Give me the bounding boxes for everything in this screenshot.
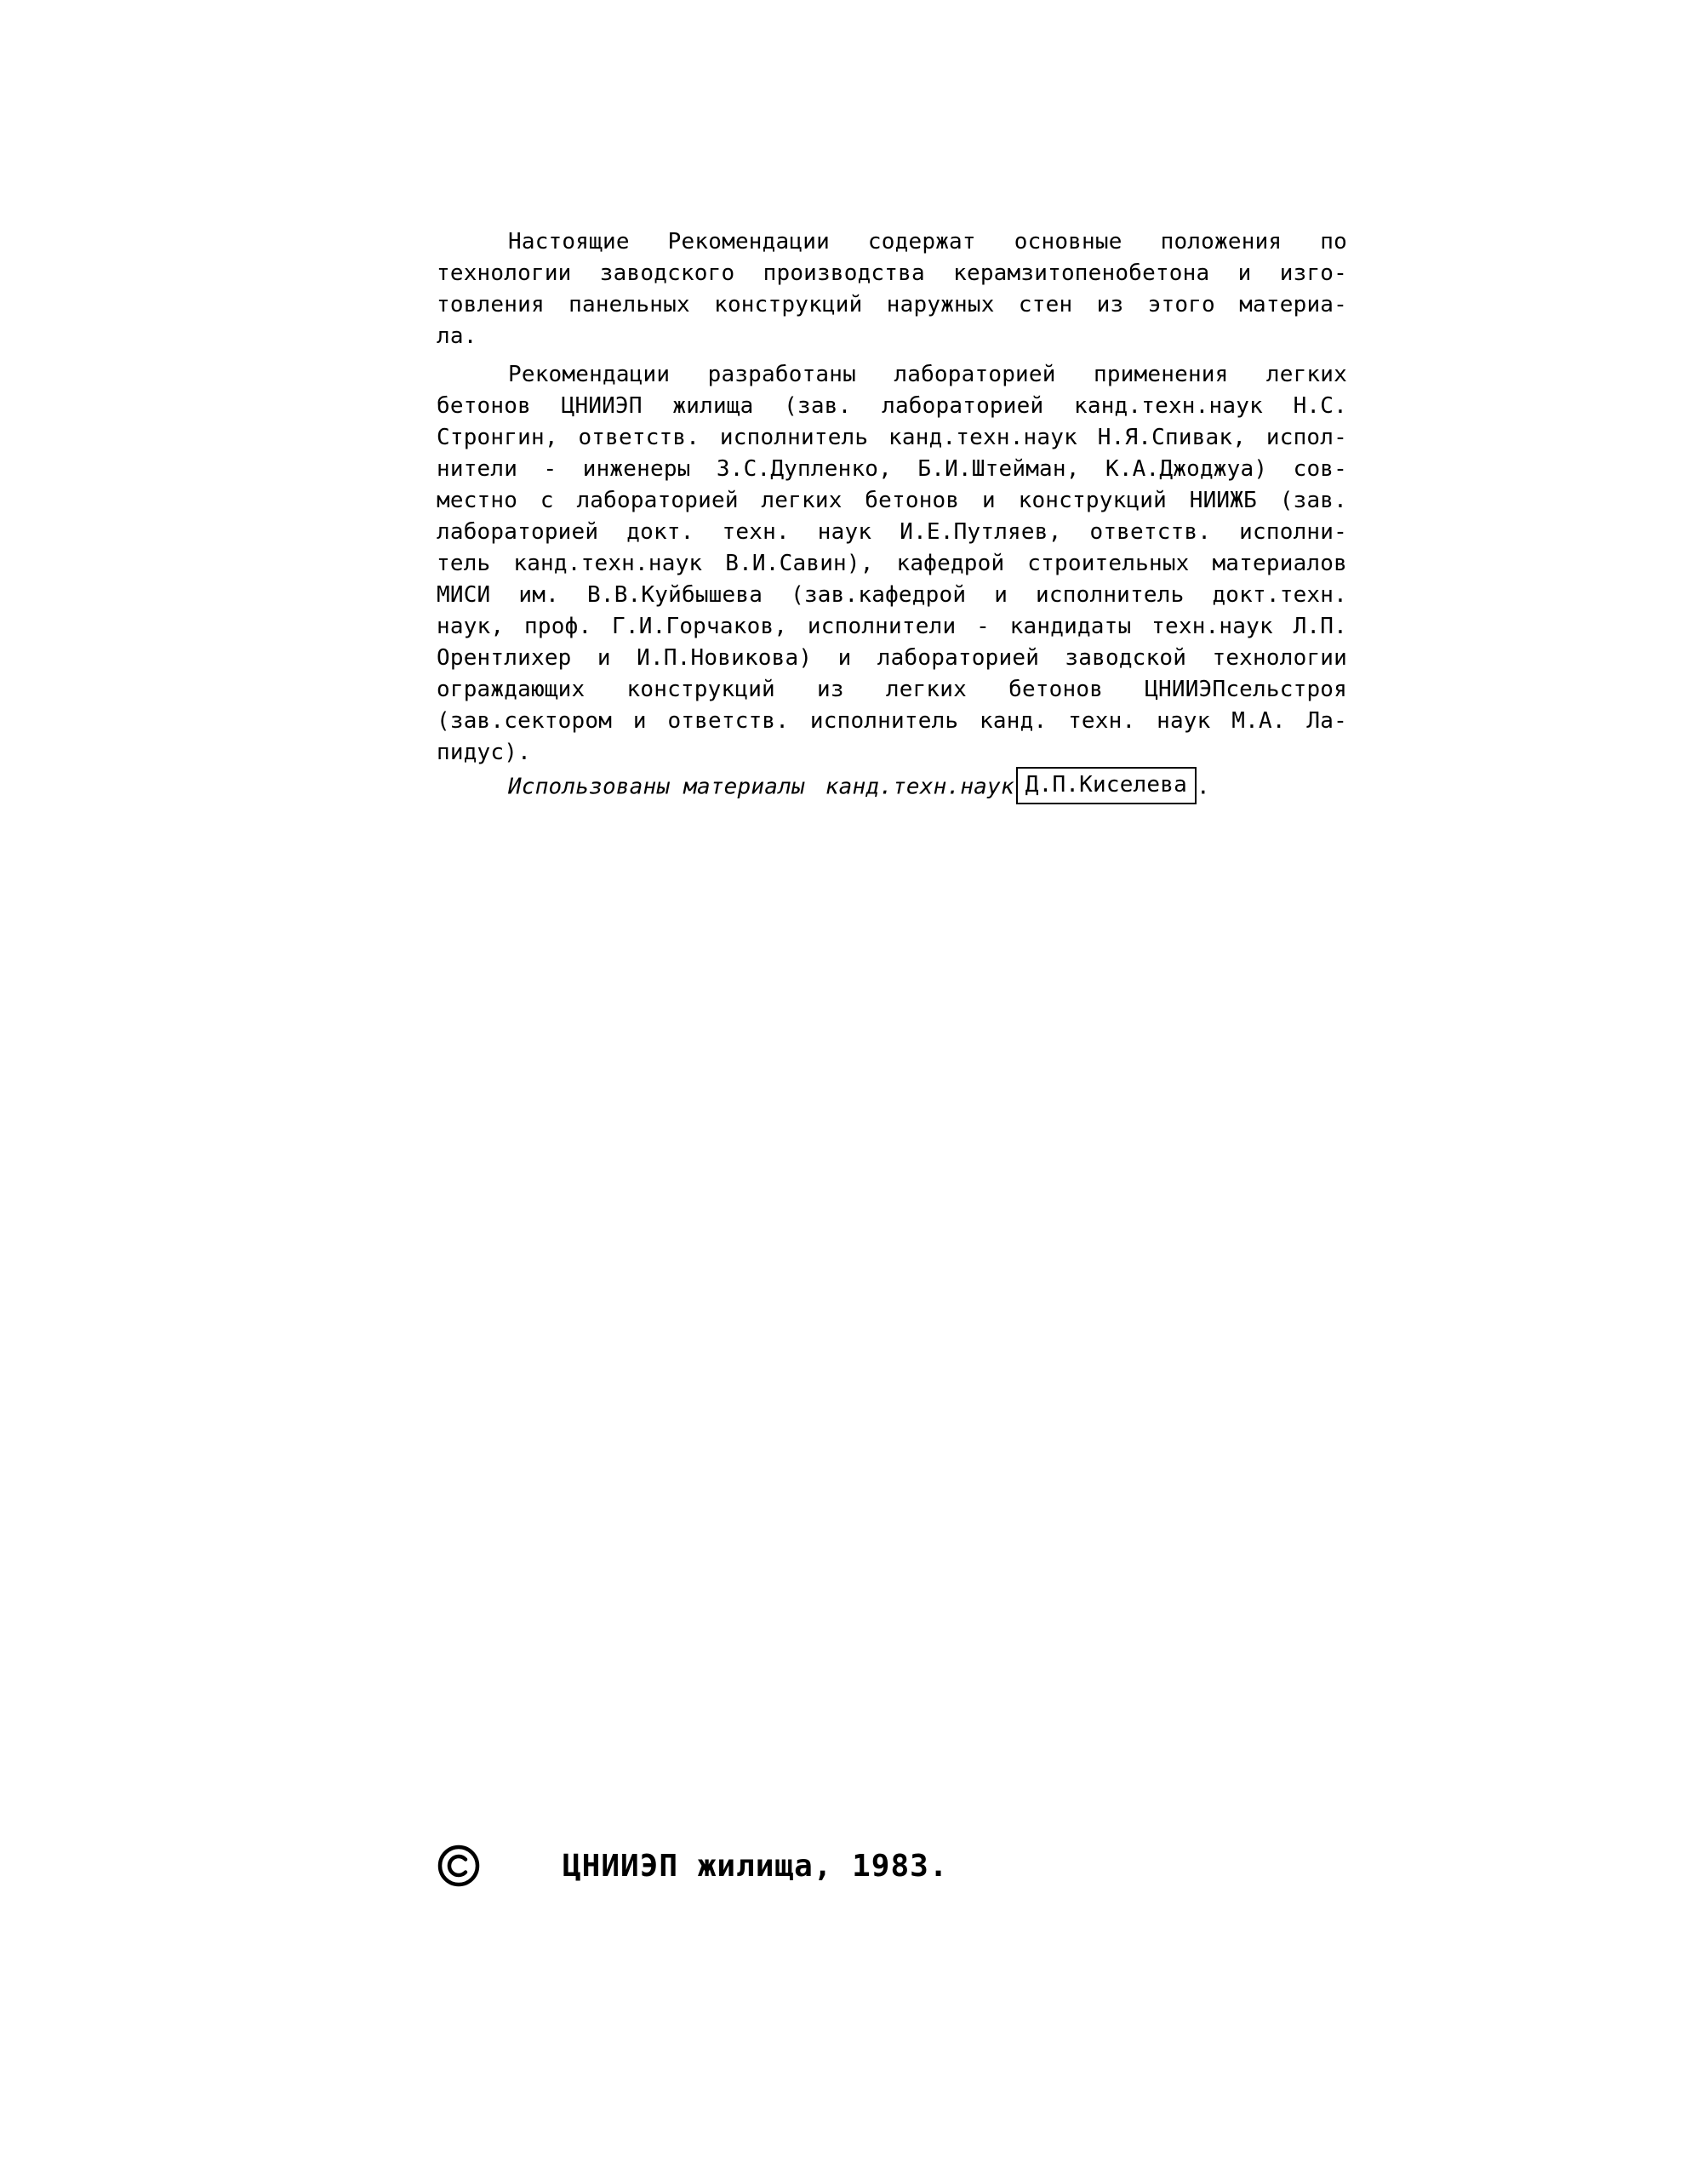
paragraph-line: (зав.сектором и ответств. исполнитель канд. техн. наук М.А. Ла- — [437, 708, 1347, 734]
paragraph-line: ла. — [437, 323, 477, 349]
paragraph-line: нители - инженеры З.С.Дупленко, Б.И.Штейман, К.А.Джоджуа) сов- — [437, 456, 1347, 482]
paragraph-1 — [437, 226, 1347, 352]
annotation-text — [437, 226, 1347, 800]
paragraph-line: ограждающих конструкций из легких бетонов ЦНИИЭПсельстроя — [437, 677, 1347, 702]
paragraph-line: Орентлихер и И.П.Новикова) и лабораторией заводской технологии — [437, 645, 1347, 671]
paragraph-line: наук, проф. Г.И.Горчаков, исполнители - кандидаты техн.наук Л.П. — [437, 614, 1347, 639]
framed-name-box: Д.П.Киселева — [1016, 767, 1197, 804]
paragraph-line: пидус). — [437, 740, 531, 765]
paragraph-line: Настоящие Рекомендации содержат основные положения по — [508, 229, 1347, 255]
credit-end: . — [1196, 774, 1210, 800]
paragraph-line: технологии заводского производства керамзитопенобетона и изго- — [437, 260, 1347, 286]
paragraph-line: товления панельных конструкций наружных стен из этого материа- — [437, 292, 1347, 317]
paragraph-line: Рекомендации разработаны лабораторией применения легких — [508, 362, 1347, 387]
paragraph-line: лабораторией докт. техн. наук И.Е.Путляев, ответств. исполни- — [437, 519, 1347, 545]
credit-lead: Использованы материалы — [508, 774, 805, 800]
paragraph-line: местно с лабораторией легких бетонов и конструкций НИИЖБ (зав. — [437, 488, 1347, 513]
copyright-icon — [437, 1844, 481, 1888]
paragraph-line: бетонов ЦНИИЭП жилища (зав. лабораторией канд.техн.наук Н.С. — [437, 393, 1347, 419]
paragraph-gap — [437, 352, 1347, 359]
copyright-text: ЦНИИЭП жилища, 1983. — [563, 1848, 949, 1884]
credit-line — [437, 769, 1347, 800]
paragraph-2 — [437, 359, 1347, 769]
credit-title: канд.техн.наук — [825, 774, 1014, 800]
copyright-footer — [437, 1840, 948, 1891]
paragraph-line: тель канд.техн.наук В.И.Савин), кафедрой строительных материалов — [437, 551, 1347, 576]
paragraph-line: Стронгин, ответств. исполнитель канд.техн.наук Н.Я.Спивак, испол- — [437, 425, 1347, 450]
paragraph-line: МИСИ им. В.В.Куйбышева (зав.кафедрой и исполнитель докт.техн. — [437, 582, 1347, 608]
